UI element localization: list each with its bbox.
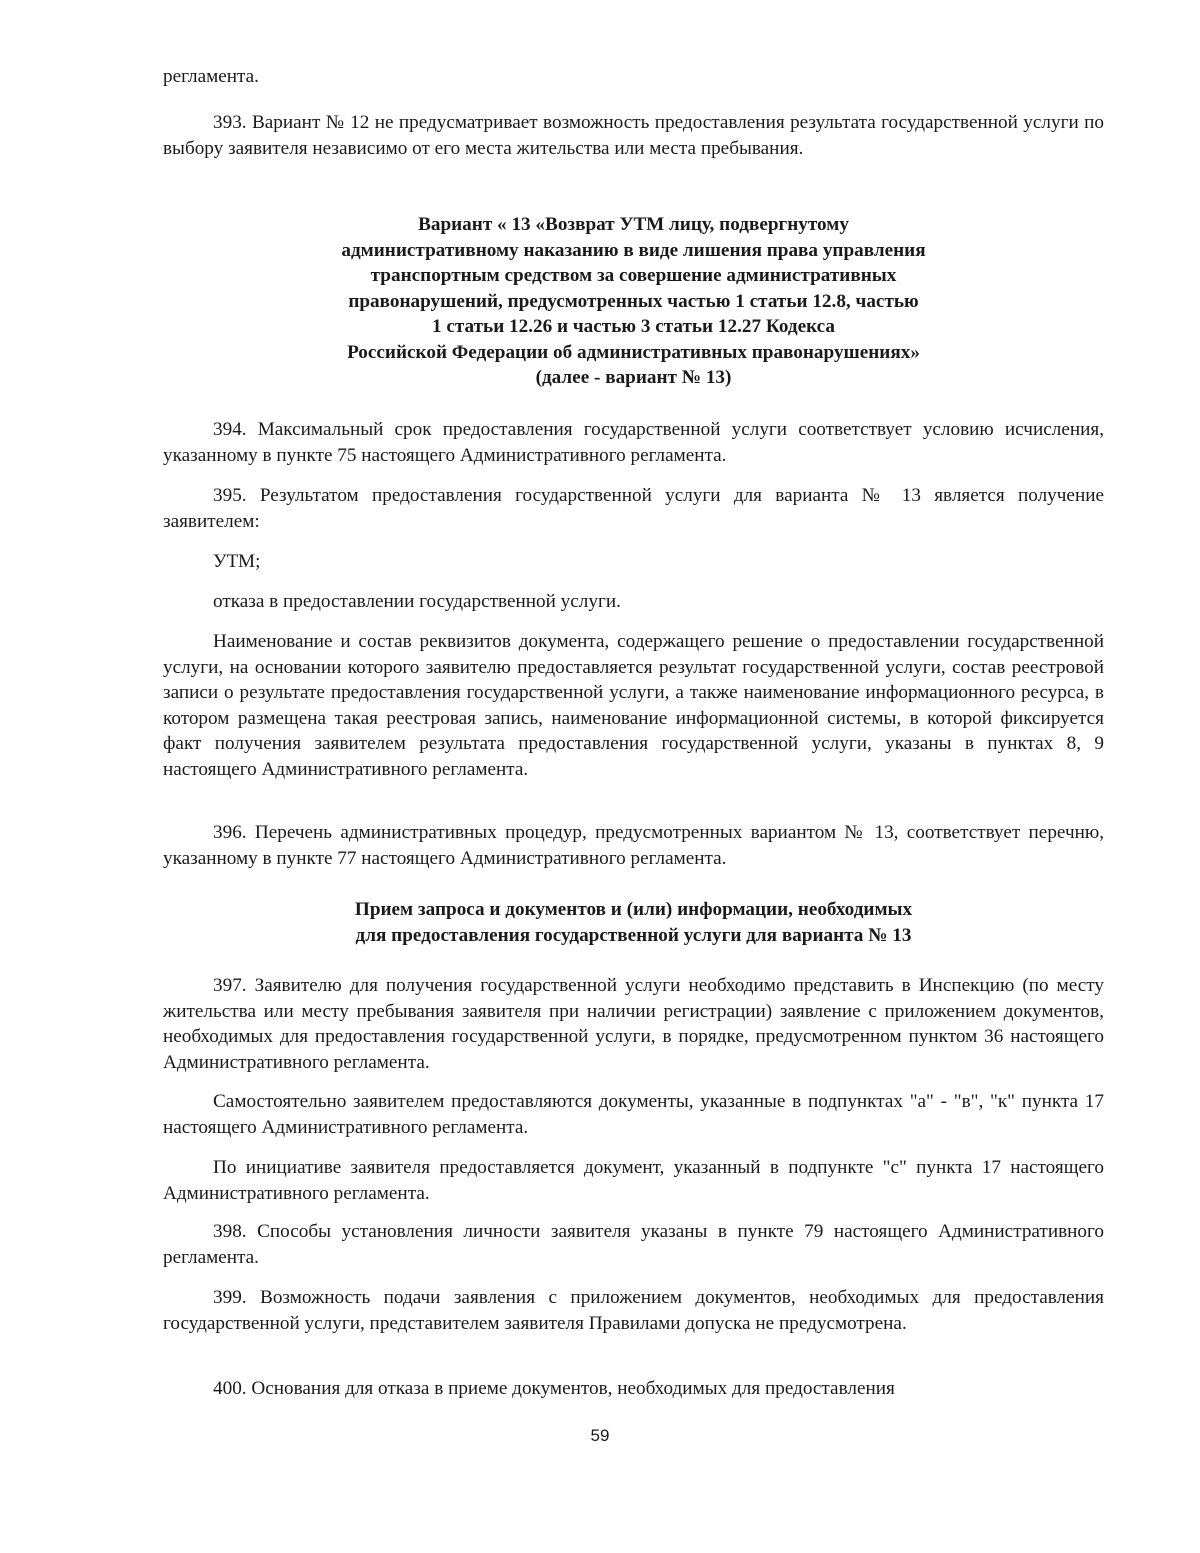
heading-line: для предоставления государственной услуги для варианта № 13 [355, 924, 912, 946]
paragraph-397-self: Самостоятельно заявителем предоставляются документы, указанные в подпунктах "а" - "в", "к" пункта 17 настоящего Административного регламента. [163, 1091, 1104, 1138]
heading-reception [163, 897, 1104, 948]
paragraph-395-refusal: отказа в предоставлении государственной услуги. [213, 591, 621, 612]
heading-line: Российской Федерации об административных правонарушениях» [347, 341, 920, 363]
paragraph-continuation: регламента. [163, 66, 259, 87]
heading-variant-13 [163, 212, 1104, 391]
paragraph-398: 398. Способы установления личности заявителя указаны в пункте 79 настоящего Административного регламента. [163, 1221, 1104, 1268]
paragraph-397: 397. Заявителю для получения государственной услуги необходимо представить в Инспекцию (по месту жительства или месту пребывания заявителя при наличии регистрации) заявление с приложением документов, необходимых для предоставления государственной услуги, в порядке, предусмотренном пунктом 36 настоящего Административного регламента. [163, 975, 1104, 1073]
paragraph-396: 396. Перечень административных процедур, предусмотренных вариантом № 13, соответствует перечню, указанному в пункте 77 настоящего Административного регламента. [163, 822, 1104, 869]
heading-line: 1 статьи 12.26 и частью 3 статьи 12.27 Кодекса [431, 316, 836, 337]
paragraph-395: 395. Результатом предоставления государственной услуги для варианта № 13 является получение заявителем: [163, 485, 1104, 532]
heading-line: правонарушений, предусмотренных частью 1 статьи 12.8, частью [348, 290, 919, 312]
heading-line: административному наказанию в виде лишения права управления [341, 239, 926, 261]
paragraph-395-naming: Наименование и состав реквизитов документа, содержащего решение о предоставлении государственной услуги, на основании которого заявителю предоставляется результат государственной услуги, состав реестровой записи о результате предоставления государственной услуги, а также наименование информационного ресурса, в котором размещена такая реестровая запись, наименование информационной системы, в которой фиксируется факт получения заявителем результата предоставления государственной услуги, указаны в пунктах 8, 9 настоящего Административного регламента. [163, 631, 1104, 780]
paragraph-395-utm: УТМ; [213, 551, 261, 572]
heading-line: Прием запроса и документов и (или) информации, необходимых [354, 899, 913, 920]
paragraph-397-initiative: По инициативе заявителя предоставляется документ, указанный в подпункте "с" пункта 17 настоящего Административного регламента. [163, 1157, 1104, 1204]
heading-line: Вариант « 13 «Возврат УТМ лицу, подвергнутому [418, 214, 849, 235]
paragraph-393: 393. Вариант № 12 не предусматривает возможность предоставления результата государственной услуги по выбору заявителя независимо от его места жительства или места пребывания. [163, 112, 1104, 159]
heading-line: транспортным средством за совершение административных [370, 265, 897, 286]
paragraph-394: 394. Максимальный срок предоставления государственной услуги соответствует условию исчисления, указанному в пункте 75 настоящего Административного регламента. [163, 419, 1104, 466]
heading-line: (далее - вариант № 13) [535, 367, 732, 388]
paragraph-399: 399. Возможность подачи заявления с приложением документов, необходимых для предоставления государственной услуги, представителем заявителя Правилами допуска не предусмотрена. [163, 1287, 1104, 1334]
paragraph-400: 400. Основания для отказа в приеме документов, необходимых для предоставления [213, 1378, 895, 1399]
page-number: 59 [590, 1426, 610, 1445]
